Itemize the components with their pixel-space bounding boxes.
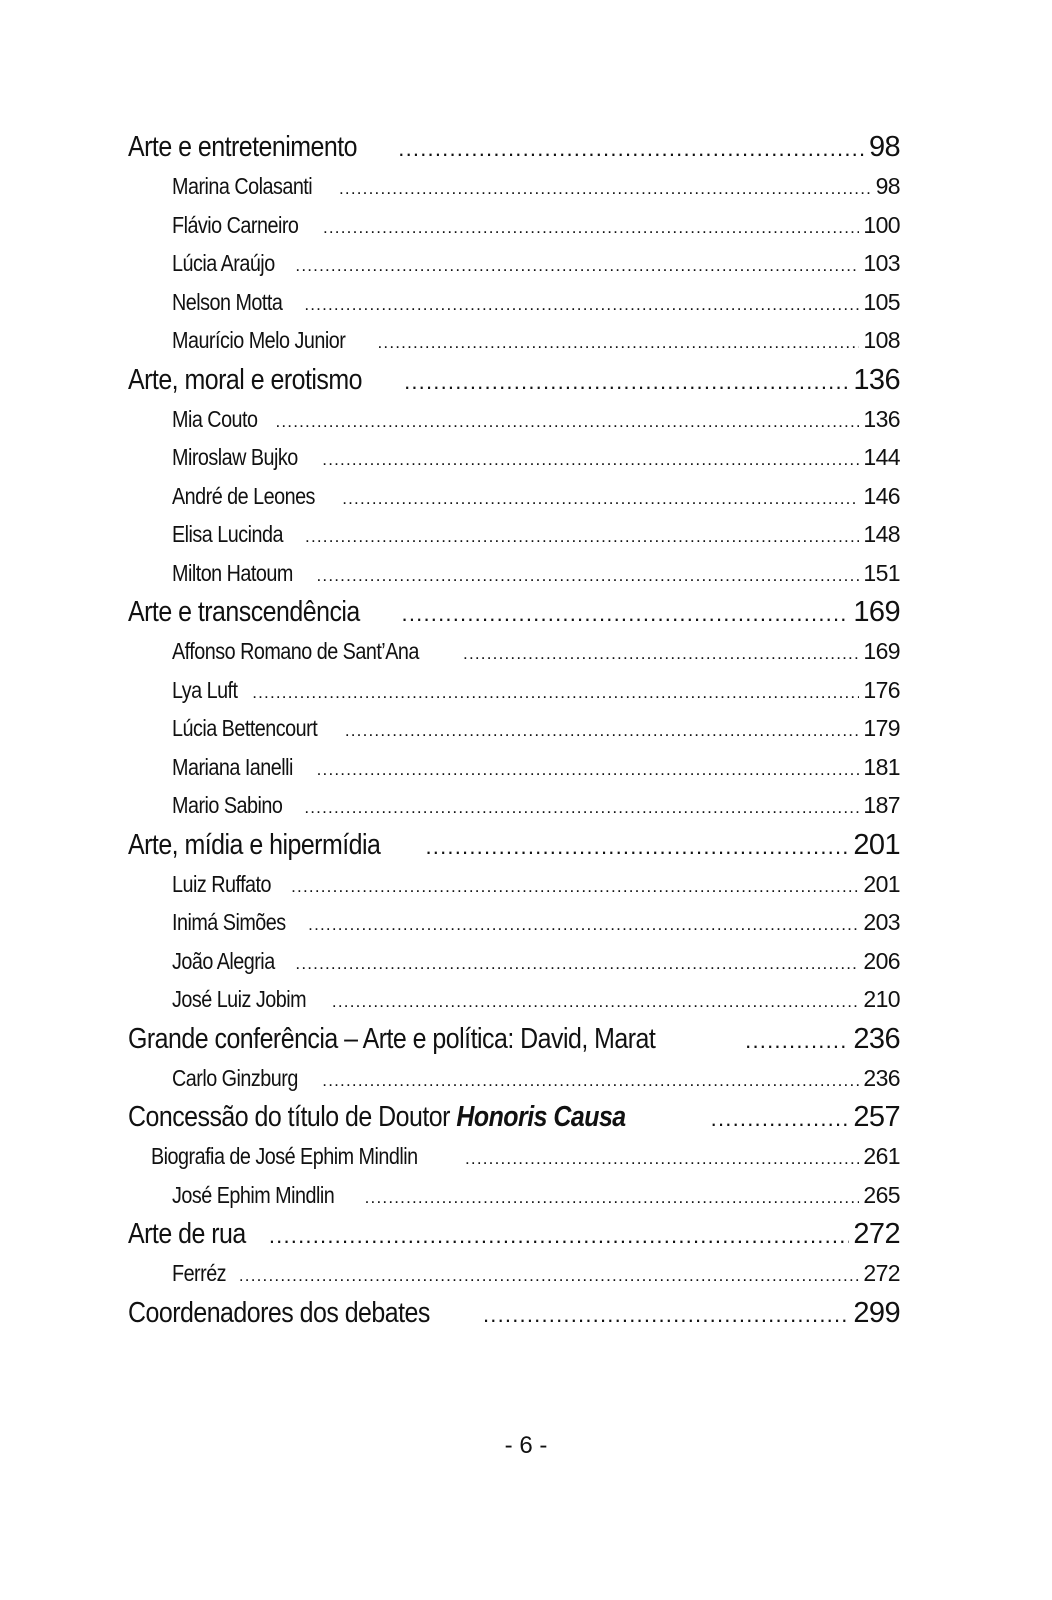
toc-entry-page-number: 98 <box>868 131 900 163</box>
toc-entry-title <box>128 360 362 400</box>
toc-entry-title-text: Luiz Ruffato <box>172 870 272 897</box>
toc-section-entry <box>128 360 900 400</box>
toc-entry-title <box>172 477 315 516</box>
toc-subentry <box>128 632 900 671</box>
toc-entry-page-number: 257 <box>853 1101 900 1133</box>
toc-entry-title <box>172 865 271 904</box>
dot-leader <box>304 786 859 828</box>
toc-entry-page-number: 169 <box>853 596 900 628</box>
toc-subentry <box>128 671 900 710</box>
toc-subentry <box>128 206 900 245</box>
toc-entry-title-text: Arte de rua <box>128 1218 246 1250</box>
toc-entry-title-text: Lya Luft <box>172 676 238 703</box>
toc-entry-title <box>172 438 298 477</box>
toc-entry-title-text: Arte e entretenimento <box>128 131 358 163</box>
toc-subentry <box>128 865 900 904</box>
toc-subentry <box>128 1137 900 1176</box>
toc-section-entry <box>128 1019 900 1059</box>
toc-entry-page-number: 146 <box>863 482 900 509</box>
toc-entry-title-text: Arte e transcendência <box>128 596 360 628</box>
toc-entry-title <box>172 709 317 748</box>
toc-entry-page-number: 105 <box>863 288 900 315</box>
toc-entry-title-text: José Luiz Jobim <box>172 986 307 1012</box>
toc-entry-title <box>172 206 298 245</box>
toc-entry-title <box>172 1059 298 1098</box>
toc-entry-page-number: 144 <box>863 444 900 470</box>
toc-entry-title-text: Concessão do título de Doutor <box>128 1101 457 1133</box>
toc-entry-title <box>172 283 282 322</box>
toc-subentry <box>128 1254 900 1293</box>
toc-entry-title-text: Inimá Simões <box>172 909 286 935</box>
toc-entry-page-number: 136 <box>853 363 900 396</box>
toc-entry-page-number: 151 <box>863 559 900 586</box>
dot-leader <box>711 1097 850 1139</box>
toc-subentry <box>128 283 900 322</box>
toc-section-entry <box>128 1293 900 1333</box>
toc-entry-title-text: Milton Hatoum <box>172 559 293 586</box>
toc-subentry <box>128 515 900 554</box>
toc-entry-title-text: Maurício Melo Junior <box>172 327 346 353</box>
dot-leader <box>483 1293 849 1335</box>
dot-leader <box>463 632 859 674</box>
dot-leader <box>275 400 859 442</box>
dot-leader <box>465 1137 859 1179</box>
dot-leader <box>345 709 860 751</box>
toc-entry-title <box>172 671 238 710</box>
toc-entry-title-text: Arte, mídia e hipermídia <box>128 828 381 861</box>
toc-entry-title <box>128 1214 246 1254</box>
toc-subentry <box>128 167 900 206</box>
toc-entry-page-number: 265 <box>863 1181 900 1208</box>
toc-subentry <box>128 244 900 283</box>
toc-entry-title <box>172 980 306 1019</box>
toc-section-entry <box>128 127 900 167</box>
toc-entry-title <box>172 515 283 554</box>
toc-entry-page-number: 201 <box>853 828 900 861</box>
toc-entry-title <box>172 1254 226 1293</box>
toc-subentry <box>128 477 900 516</box>
dot-leader <box>425 825 849 867</box>
toc-entry-page-number: 176 <box>863 676 900 703</box>
toc-entry-title-text: Arte, moral e erotismo <box>128 363 362 396</box>
toc-subentry <box>128 942 900 981</box>
dot-leader <box>404 360 849 402</box>
dot-leader <box>398 127 865 169</box>
toc-entry-title-text: Lúcia Araújo <box>172 250 275 276</box>
toc-entry-title <box>172 321 345 360</box>
toc-entry-title-text: José Ephim Mindlin <box>172 1181 335 1208</box>
page-number: - 6 - <box>504 1432 548 1459</box>
dot-leader <box>377 321 859 363</box>
dot-leader <box>308 903 859 945</box>
toc-entry-title <box>172 400 258 439</box>
toc-subentry <box>128 554 900 593</box>
dot-leader <box>291 865 859 907</box>
dot-leader <box>317 748 860 790</box>
toc-entry-title-text: Grande conferência – Arte e política: David, Marat <box>128 1022 656 1055</box>
dot-leader <box>252 671 859 713</box>
toc-entry-title-text: Affonso Romano de Sant’Ana <box>172 638 419 664</box>
toc-entry-title-text: João Alegria <box>172 947 275 974</box>
dot-leader <box>322 1059 859 1101</box>
toc-entry-title-text: Marina Colasanti <box>172 173 313 199</box>
dot-leader <box>322 438 859 480</box>
dot-leader <box>295 942 859 984</box>
toc-entry-page-number: 203 <box>863 909 900 935</box>
toc-subentry <box>128 1176 900 1215</box>
toc-entry-title <box>172 942 275 981</box>
toc-entry-title-text: Ferréz <box>172 1260 227 1286</box>
toc-entry-page-number: 98 <box>875 173 900 199</box>
toc-entry-title <box>128 1097 626 1137</box>
toc-entry-title-text: Carlo Ginzburg <box>172 1064 298 1091</box>
toc-entry-page-number: 210 <box>863 986 900 1012</box>
toc-subentry <box>128 903 900 942</box>
toc-entry-title-text: Biografia de José Ephim Mindlin <box>151 1143 418 1169</box>
toc-section-entry <box>128 592 900 632</box>
toc-entry-title-text: Flávio Carneiro <box>172 211 299 238</box>
toc-entry-title-text: Mario Sabino <box>172 792 283 818</box>
toc-entry-title-text: Lúcia Bettencourt <box>172 715 318 741</box>
toc-entry-page-number: 179 <box>863 715 900 741</box>
toc-entry-title <box>172 632 419 671</box>
toc-section-entry <box>128 825 900 865</box>
toc-entry-title <box>172 554 293 593</box>
toc-entry-title-text: André de Leones <box>172 482 315 509</box>
toc-subentry <box>128 400 900 439</box>
dot-leader <box>316 554 859 596</box>
toc-entry-page-number: 187 <box>863 792 900 818</box>
dot-leader <box>305 515 859 557</box>
toc-entry-title <box>172 244 275 283</box>
toc-subentry <box>128 748 900 787</box>
toc-entry-page-number: 148 <box>863 521 900 547</box>
toc-subentry <box>128 438 900 477</box>
toc-subentry <box>128 1059 900 1098</box>
toc-entry-title <box>128 825 380 865</box>
toc-entry-title <box>128 1293 430 1333</box>
toc-entry-title-text: Elisa Lucinda <box>172 521 283 547</box>
toc-entry-title-text: Nelson Motta <box>172 288 283 315</box>
dot-leader <box>295 244 859 286</box>
toc-entry-title <box>172 903 286 942</box>
dot-leader <box>342 477 859 519</box>
toc-subentry <box>128 980 900 1019</box>
dot-leader <box>304 283 859 325</box>
dot-leader <box>745 1019 849 1061</box>
toc-entry-title <box>128 1019 655 1059</box>
dot-leader <box>332 980 860 1022</box>
toc-entry-title <box>128 592 360 632</box>
toc-entry-page-number: 103 <box>863 250 900 276</box>
toc-entry-page-number: 136 <box>863 405 900 432</box>
table-of-contents <box>128 127 900 1333</box>
toc-entry-page-number: 181 <box>863 753 900 780</box>
dot-leader <box>365 1176 860 1218</box>
toc-entry-page-number: 206 <box>863 947 900 974</box>
toc-entry-page-number: 236 <box>863 1064 900 1091</box>
toc-entry-title-text: Mariana Ianelli <box>172 753 293 780</box>
toc-entry-title <box>172 786 282 825</box>
toc-subentry <box>128 709 900 748</box>
toc-subentry <box>128 786 900 825</box>
toc-section-entry <box>128 1097 900 1137</box>
toc-entry-page-number: 272 <box>863 1260 900 1286</box>
dot-leader <box>323 206 859 248</box>
toc-entry-page-number: 201 <box>863 870 900 897</box>
toc-entry-title <box>172 1176 334 1215</box>
toc-entry-title <box>151 1137 418 1176</box>
toc-entry-page-number: 272 <box>853 1218 900 1250</box>
toc-entry-page-number: 299 <box>853 1296 900 1329</box>
toc-entry-page-number: 261 <box>863 1143 900 1169</box>
dot-leader <box>402 592 850 634</box>
toc-entry-title-text: Miroslaw Bujko <box>172 444 298 470</box>
toc-entry-page-number: 236 <box>853 1022 900 1055</box>
toc-section-entry <box>128 1214 900 1254</box>
toc-entry-title <box>172 748 293 787</box>
dot-leader <box>239 1254 860 1296</box>
toc-entry-title-text: Coordenadores dos debates <box>128 1296 430 1329</box>
toc-entry-page-number: 100 <box>863 211 900 238</box>
toc-entry-emphasis: Honoris Causa <box>456 1101 626 1133</box>
toc-entry-page-number: 169 <box>863 638 900 664</box>
toc-subentry <box>128 321 900 360</box>
dot-leader <box>269 1214 850 1256</box>
dot-leader <box>339 167 872 209</box>
toc-entry-title <box>128 127 357 167</box>
toc-entry-page-number: 108 <box>863 327 900 353</box>
toc-entry-title-text: Mia Couto <box>172 405 258 432</box>
toc-entry-title <box>172 167 312 206</box>
